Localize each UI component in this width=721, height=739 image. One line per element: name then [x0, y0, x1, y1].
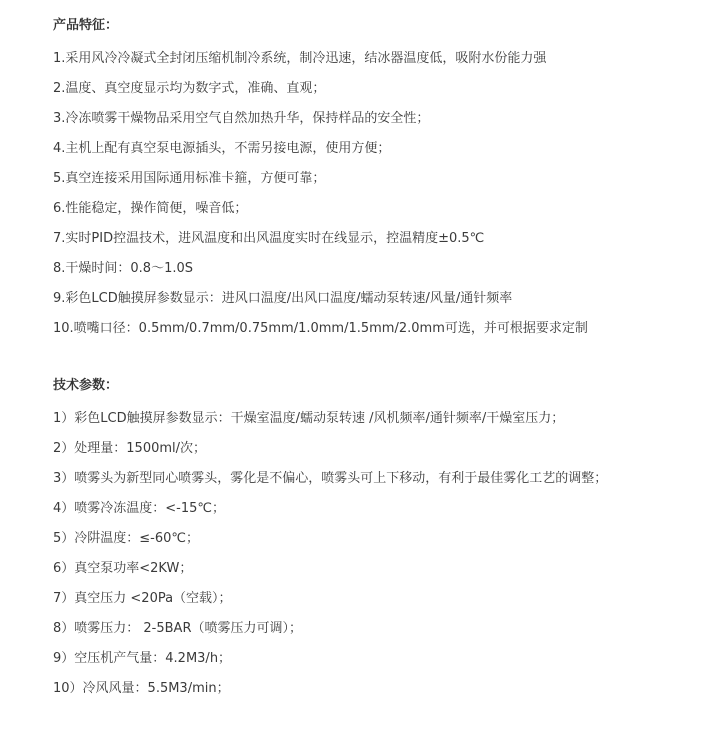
feature-item: 8.干燥时间：0.8～1.0S	[53, 261, 194, 276]
spec-item: 3）喷雾头为新型同心喷雾头，雾化是不偏心，喷雾头可上下移动，有利于最佳雾化工艺的调整；	[53, 471, 608, 486]
feature-item: 7.实时PID控温技术，进风温度和出风温度实时在线显示，控温精度±0.5℃	[53, 231, 485, 246]
specs-heading: 技术参数：	[53, 378, 119, 393]
feature-item: 4.主机上配有真空泵电源插头，不需另接电源，使用方便；	[53, 141, 391, 156]
spec-item: 5）冷阱温度：≤-60℃；	[53, 531, 199, 546]
spec-item: 10）冷风风量：5.5M3/min；	[53, 681, 230, 696]
specs-list	[53, 404, 713, 704]
spec-item: 9）空压机产气量：4.2M3/h；	[53, 651, 232, 666]
spec-item: 8）喷雾压力： 2-5BAR（喷雾压力可调）；	[53, 621, 302, 636]
features-heading: 产品特征：	[53, 18, 119, 33]
features-list	[53, 44, 713, 344]
section-spacer	[53, 344, 713, 374]
feature-item: 5.真空连接采用国际通用标准卡箍，方便可靠；	[53, 171, 326, 186]
product-description	[53, 14, 713, 704]
spec-item: 2）处理量：1500ml/次；	[53, 441, 207, 456]
spec-item: 4）喷雾冷冻温度：<-15℃；	[53, 501, 225, 516]
feature-item: 10.喷嘴口径：0.5mm/0.7mm/0.75mm/1.0mm/1.5mm/2.0mm可选，并可根据要求定制	[53, 321, 588, 336]
feature-item: 3.冷冻喷雾干燥物品采用空气自然加热升华，保持样品的安全性；	[53, 111, 430, 126]
feature-item: 1.采用风冷冷凝式全封闭压缩机制冷系统，制冷迅速，结冰器温度低，吸附水份能力强	[53, 51, 547, 66]
feature-item: 9.彩色LCD触摸屏参数显示：进风口温度/出风口温度/蠕动泵转速/风量/通针频率	[53, 291, 513, 306]
spec-item: 1）彩色LCD触摸屏参数显示：干燥室温度/蠕动泵转速 /风机频率/通针频率/干燥室压力；	[53, 411, 565, 426]
spec-item: 7）真空压力 <20Pa（空载）；	[53, 591, 232, 606]
feature-item: 6.性能稳定，操作简便，噪音低；	[53, 201, 248, 216]
feature-item: 2.温度、真空度显示均为数字式，准确、直观；	[53, 81, 326, 96]
spec-item: 6）真空泵功率<2KW；	[53, 561, 193, 576]
